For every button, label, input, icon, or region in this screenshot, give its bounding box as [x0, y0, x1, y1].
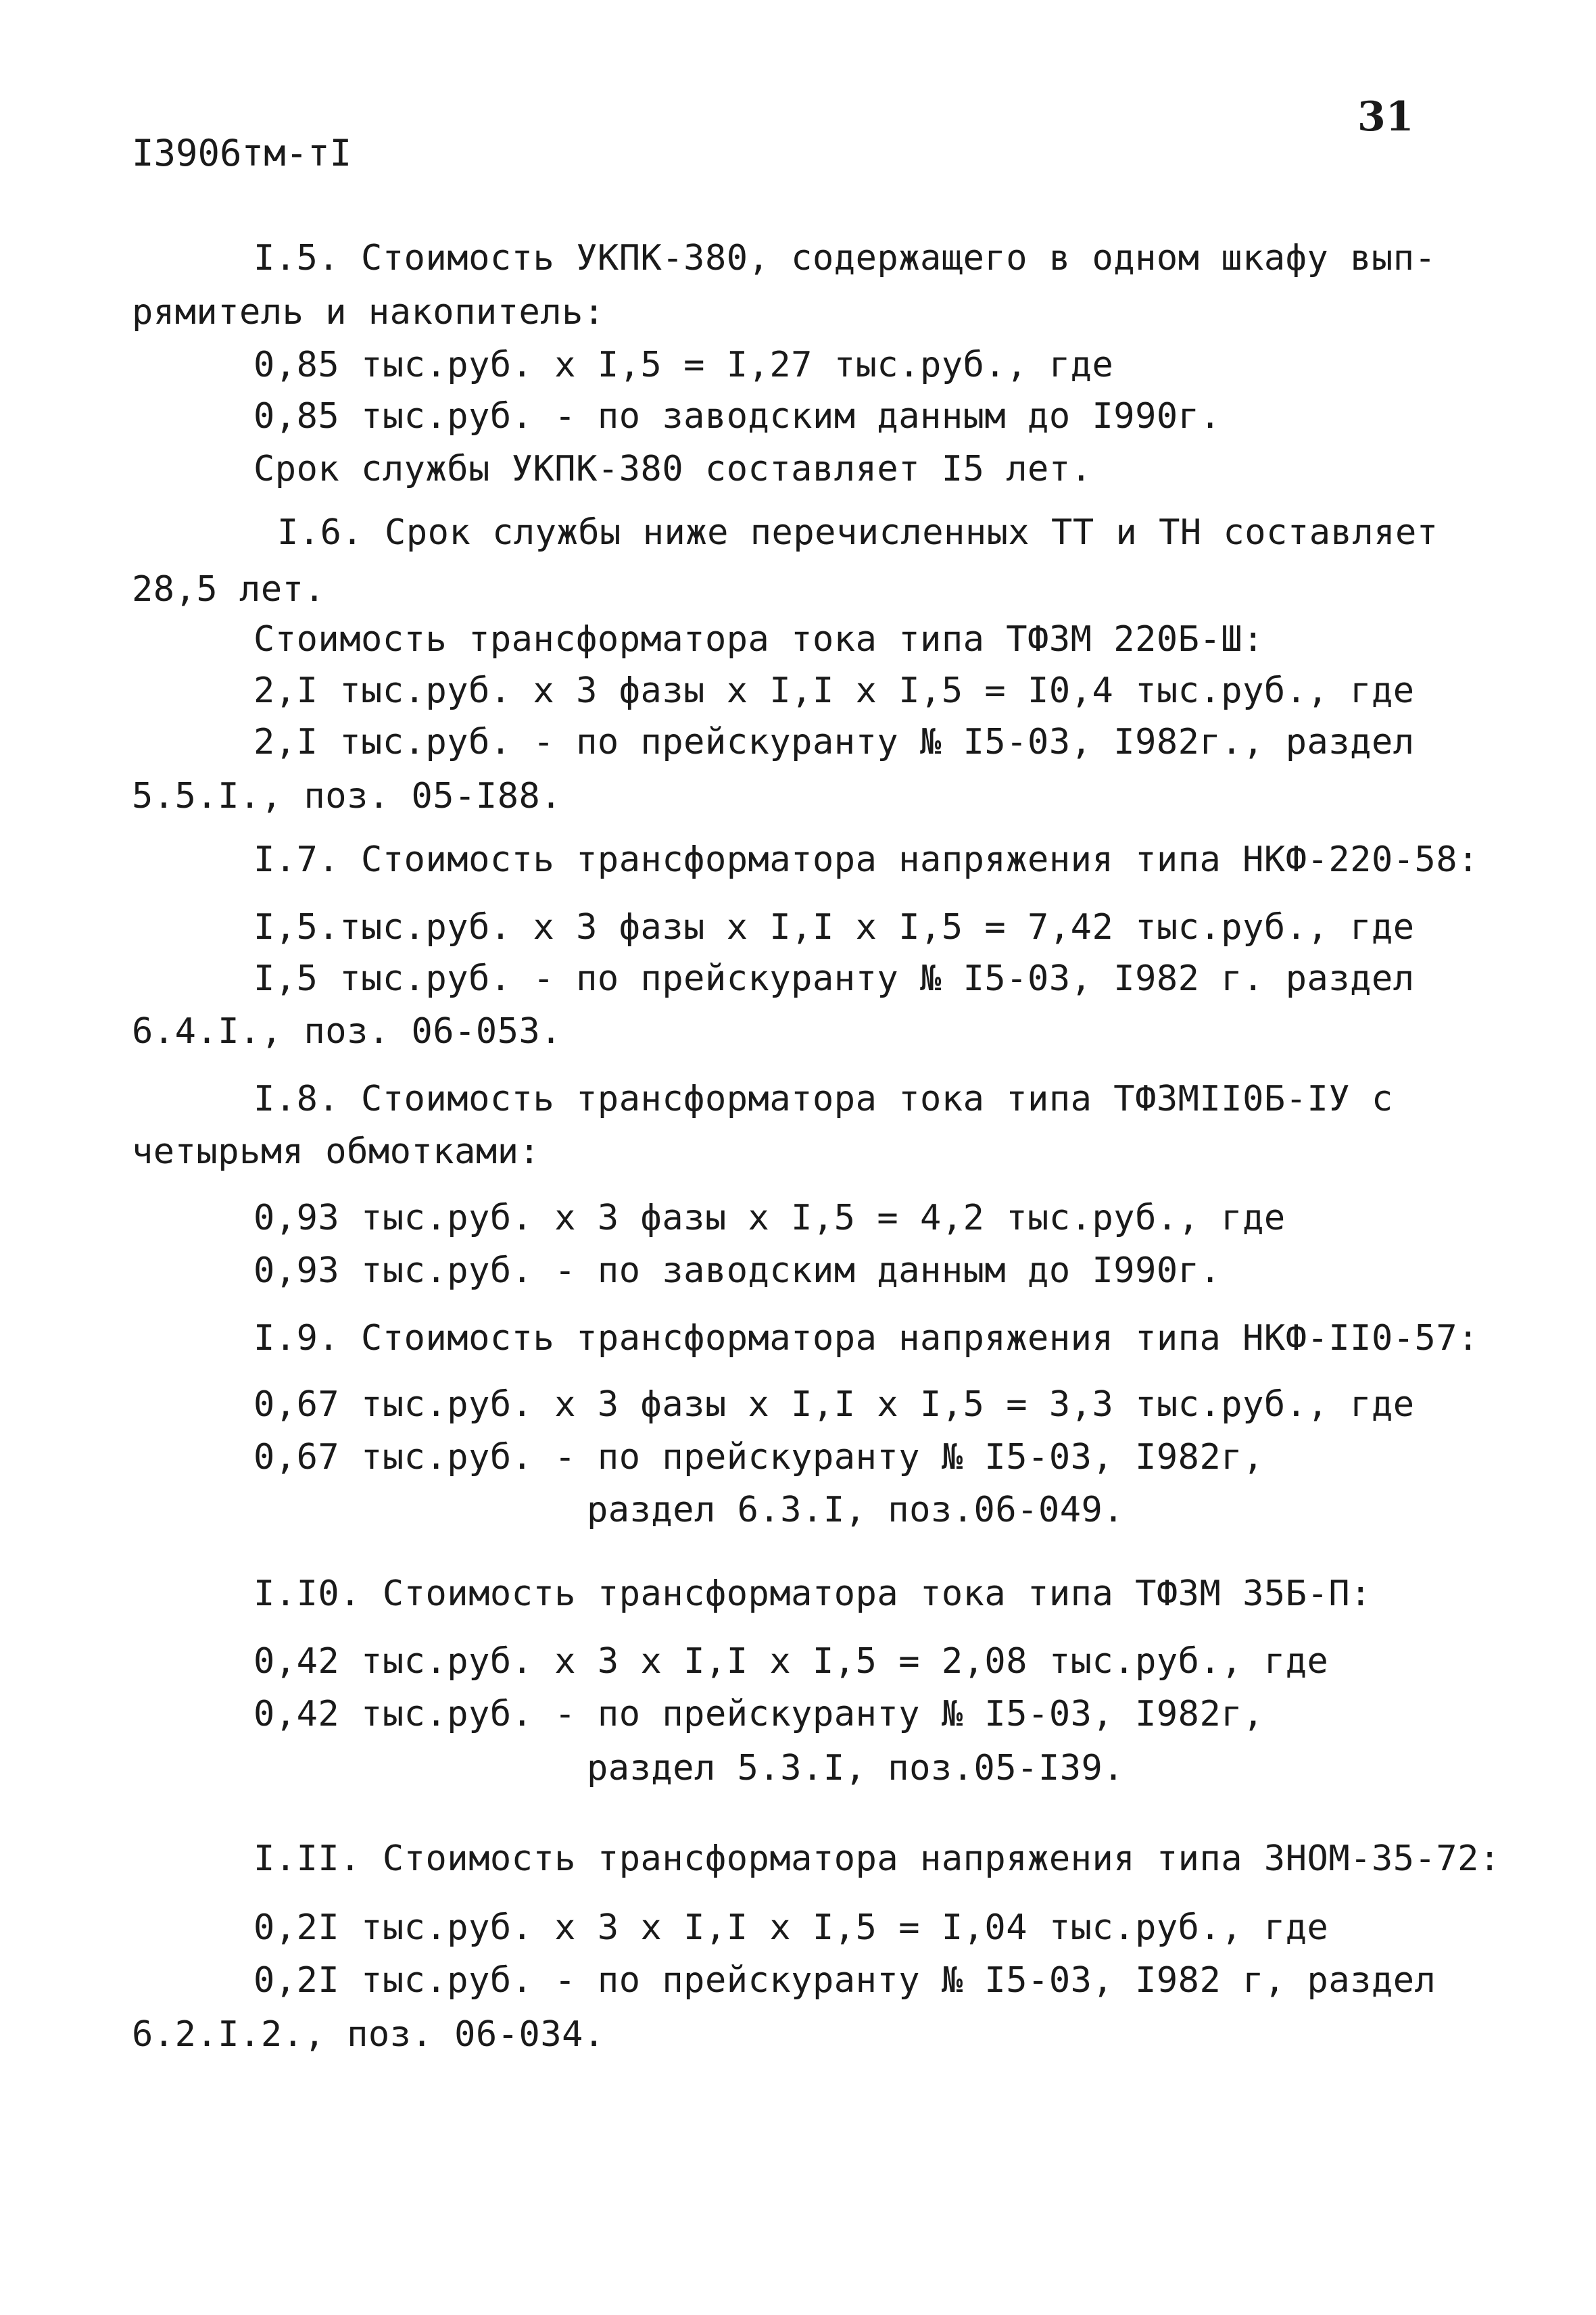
text-line: Стоимость трансформатора тока типа ТФЗМ 220Б-Ш: — [253, 619, 1264, 660]
text-line: раздел 6.3.I, поз.06-049. — [587, 1490, 1125, 1530]
text-line: раздел 5.3.I, поз.05-I39. — [587, 1748, 1125, 1788]
text-line: рямитель и накопитель: — [132, 292, 605, 333]
text-line: 6.2.I.2., поз. 06-034. — [132, 2014, 605, 2055]
text-line: I.I0. Стоимость трансформатора тока типа ТФЗМ 35Б-П: — [253, 1574, 1372, 1614]
text-line: I.5. Стоимость УКПК-380, содержащего в одном шкафу вып- — [253, 238, 1436, 278]
text-line: 0,93 тыс.руб. х 3 фазы х I,5 = 4,2 тыс.руб., где — [253, 1198, 1286, 1238]
text-line: I.7. Стоимость трансформатора напряжения типа НКФ-220-58: — [253, 839, 1479, 880]
text-line: 0,85 тыс.руб. х I,5 = I,27 тыс.руб., где — [253, 345, 1114, 385]
text-line: 0,67 тыс.руб. х 3 фазы х I,I х I,5 = 3,3 тыс.руб., где — [253, 1384, 1415, 1425]
text-line: 0,85 тыс.руб. - по заводским данным до I990г. — [253, 396, 1222, 437]
document-id: I3906тм-тI — [132, 132, 352, 174]
text-line: I,5.тыс.руб. х 3 фазы х I,I х I,5 = 7,42 тыс.руб., где — [253, 907, 1415, 948]
text-line: Срок службы УКПК-380 составляет I5 лет. — [253, 449, 1092, 489]
text-line: 28,5 лет. — [132, 569, 326, 610]
text-line: I.9. Стоимость трансформатора напряжения типа НКФ-II0-57: — [253, 1318, 1479, 1359]
text-line: I.II. Стоимость трансформатора напряжения типа ЗНОМ-35-72: — [253, 1838, 1501, 1879]
text-line: 0,42 тыс.руб. х 3 х I,I х I,5 = 2,08 тыс.руб., где — [253, 1641, 1329, 1682]
text-line: 0,2I тыс.руб. х 3 х I,I х I,5 = I,04 тыс.руб., где — [253, 1907, 1329, 1948]
text-line: 0,67 тыс.руб. - по прейскуранту № I5-03, I982г, — [253, 1437, 1264, 1478]
text-line: 0,2I тыс.руб. - по прейскуранту № I5-03, I982 г, раздел — [253, 1960, 1436, 2001]
text-line: 6.4.I., поз. 06-053. — [132, 1011, 562, 1052]
text-line: 0,42 тыс.руб. - по прейскуранту № I5-03, I982г, — [253, 1694, 1264, 1734]
text-line: I.8. Стоимость трансформатора тока типа ТФЗМII0Б-IУ с — [253, 1079, 1393, 1119]
text-line: четырьмя обмотками: — [132, 1131, 541, 1172]
text-line: 0,93 тыс.руб. - по заводским данным до I990г. — [253, 1250, 1222, 1291]
text-line: 5.5.I., поз. 05-I88. — [132, 776, 562, 817]
text-line: 2,I тыс.руб. - по прейскуранту № I5-03, I982г., раздел — [253, 722, 1415, 762]
text-line: I,5 тыс.руб. - по прейскуранту № I5-03, I982 г. раздел — [253, 958, 1415, 999]
text-line: 2,I тыс.руб. х 3 фазы х I,I х I,5 = I0,4 тыс.руб., где — [253, 671, 1415, 711]
text-line: I.6. Срок службы ниже перечисленных ТТ и ТН составляет — [277, 512, 1438, 553]
page-number: 31 — [1357, 93, 1414, 141]
